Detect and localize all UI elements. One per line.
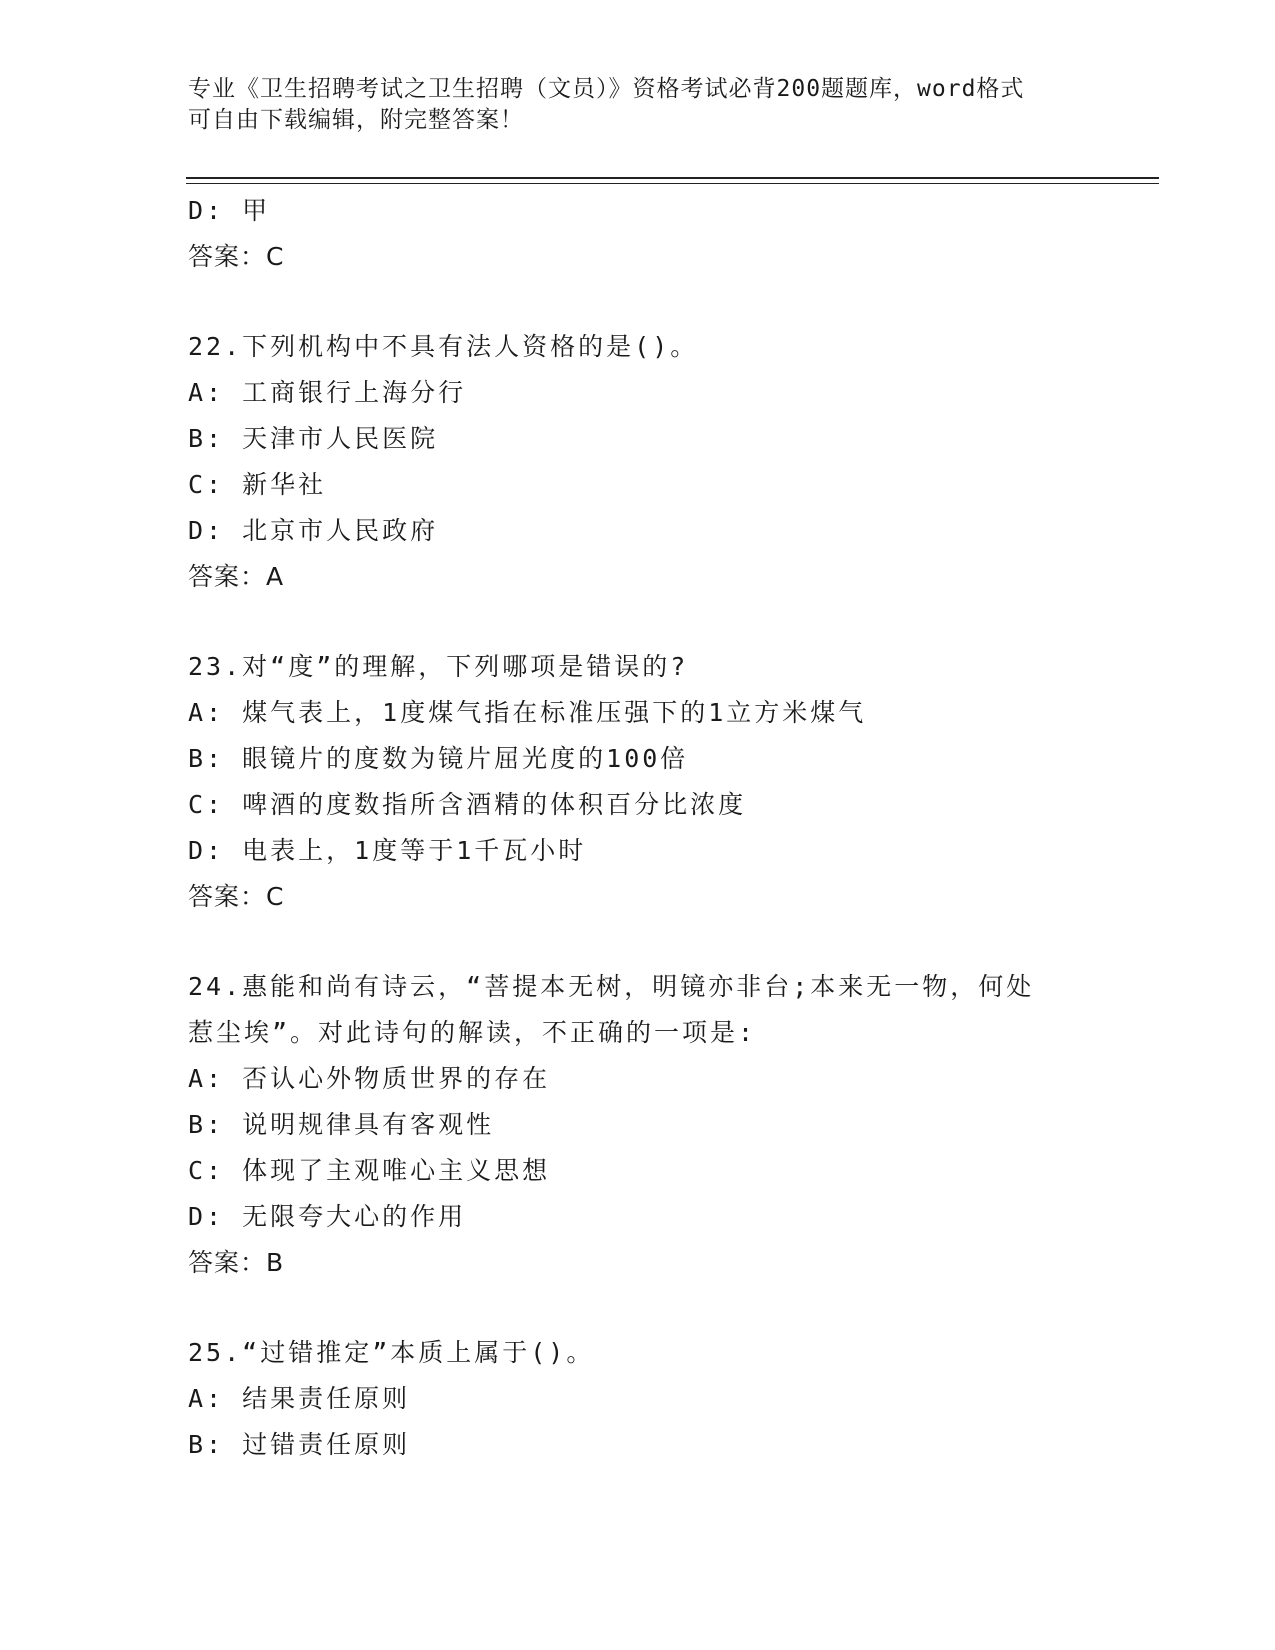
header-title-line-1: 专业《卫生招聘考试之卫生招聘（文员）》资格考试必背200题题库，word格式 — [188, 76, 1025, 102]
question-21-tail — [188, 188, 1088, 280]
answer-line: 答案：A — [188, 562, 285, 591]
option-c: C: 新华社 — [188, 470, 327, 499]
question-25 — [188, 1330, 1088, 1468]
question-stem: 22.下列机构中不具有法人资格的是()。 — [188, 332, 699, 361]
option-c: C: 体现了主观唯心主义思想 — [188, 1156, 551, 1185]
option-d: D: 甲 — [188, 196, 271, 225]
header-rule-thin — [186, 183, 1159, 184]
question-23 — [188, 644, 1088, 920]
option-b: B: 眼镜片的度数为镜片屈光度的100倍 — [188, 744, 689, 773]
option-b: B: 过错责任原则 — [188, 1430, 411, 1459]
option-d: D: 无限夸大心的作用 — [188, 1202, 467, 1231]
question-22 — [188, 324, 1088, 600]
header-title-line-2: 可自由下载编辑，附完整答案！ — [188, 107, 524, 133]
option-a: A: 工商银行上海分行 — [188, 378, 467, 407]
document-body — [188, 188, 1088, 1468]
option-c: C: 啤酒的度数指所含酒精的体积百分比浓度 — [188, 790, 747, 819]
question-stem: 25.“过错推定”本质上属于()。 — [188, 1338, 595, 1367]
question-24 — [188, 964, 1088, 1286]
option-a: A: 结果责任原则 — [188, 1384, 411, 1413]
option-a: A: 煤气表上，1度煤气指在标准压强下的1立方米煤气 — [188, 698, 867, 727]
question-stem-line-1: 24.惠能和尚有诗云，“菩提本无树，明镜亦非台;本来无一物，何处 — [188, 972, 1035, 1001]
option-a: A: 否认心外物质世界的存在 — [188, 1064, 551, 1093]
answer-line: 答案：C — [188, 242, 285, 271]
option-b: B: 天津市人民医院 — [188, 424, 439, 453]
question-stem: 23.对“度”的理解，下列哪项是错误的? — [188, 652, 689, 681]
answer-line: 答案：C — [188, 882, 285, 911]
question-stem-line-2: 惹尘埃”。对此诗句的解读，不正确的一项是: — [188, 1018, 757, 1047]
header-rule-thick — [186, 177, 1159, 179]
answer-line: 答案：B — [188, 1248, 285, 1277]
option-d: D: 北京市人民政府 — [188, 516, 439, 545]
option-b: B: 说明规律具有客观性 — [188, 1110, 495, 1139]
document-header — [188, 74, 1068, 136]
option-d: D: 电表上，1度等于1千瓦小时 — [188, 836, 587, 865]
